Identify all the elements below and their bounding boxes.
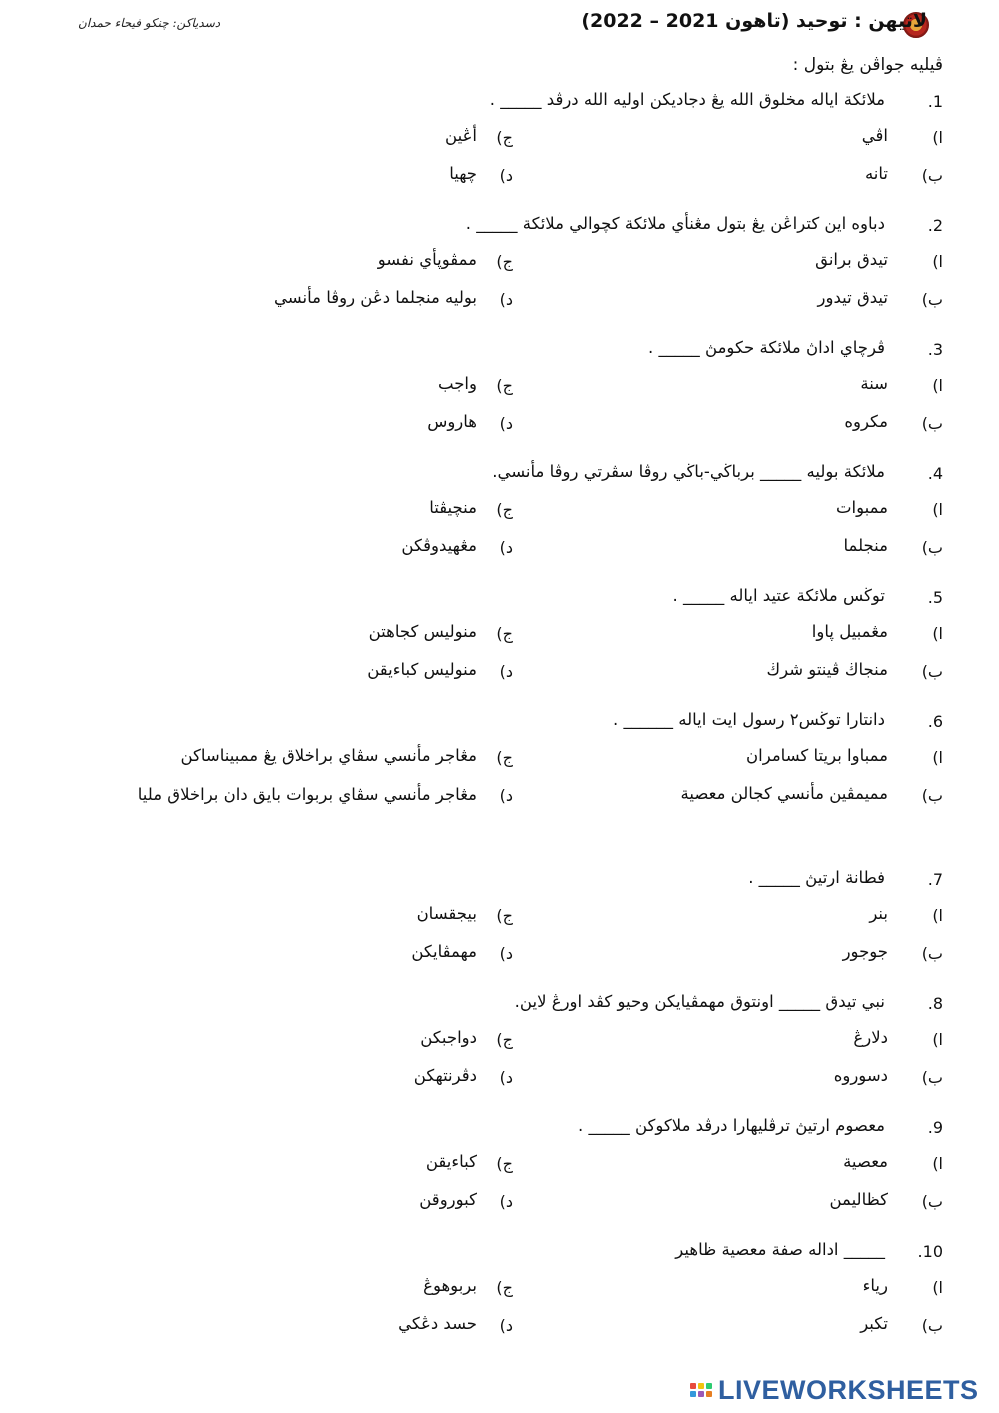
option-b[interactable]: جوجور (842, 942, 888, 961)
option-letter-c: ج) (496, 624, 513, 643)
option-c[interactable]: ممڤوڽأي نفسو (377, 250, 477, 269)
question-text: _____ اداله صفة معصية ظاهير (675, 1240, 885, 1259)
option-letter-b: ب) (921, 662, 943, 681)
question-text: دباوه اين كتراڠن يڠ بتول مڠنأي ملائكة كچوالي ملائكة _____ . (465, 214, 885, 233)
option-letter-d: د) (499, 414, 513, 433)
question-8 (43, 992, 943, 1116)
option-d[interactable]: بوليه منجلما دڠن روڤا مأنسي (274, 288, 477, 307)
option-d[interactable]: چهيا (449, 164, 477, 183)
option-c[interactable]: منوليس كجاهتن (368, 622, 477, 641)
option-letter-c: ج) (496, 128, 513, 147)
option-b[interactable]: مكروه (844, 412, 888, 431)
option-letter-a: ا) (932, 906, 943, 925)
question-number: 8. (927, 994, 943, 1013)
question-text: دانتارا توڬس٢ رسول ايت اياله ______ . (613, 710, 885, 729)
option-b[interactable]: مميمڤين مأنسي كجالن معصية (680, 784, 888, 803)
question-6 (43, 710, 943, 868)
option-letter-a: ا) (932, 1030, 943, 1049)
option-d[interactable]: منوليس كباءيقن (367, 660, 477, 679)
question-4 (43, 462, 943, 586)
option-letter-d: د) (499, 290, 513, 309)
option-d[interactable]: مڠاجر مأنسي سڤاي بربوات بايق دان براخلاق مليا (137, 785, 477, 804)
option-c[interactable]: بربوهوڠ (423, 1276, 477, 1295)
question-number: 3. (927, 340, 943, 359)
option-d[interactable]: كبوروقن (419, 1190, 477, 1209)
page-header (0, 8, 999, 44)
option-b[interactable]: تكبر (860, 1314, 888, 1333)
option-letter-b: ب) (921, 538, 943, 557)
question-number: 9. (927, 1118, 943, 1137)
option-letter-a: ا) (932, 128, 943, 147)
option-letter-b: ب) (921, 1316, 943, 1335)
option-d[interactable]: حسد دڠكي (398, 1314, 477, 1333)
option-letter-d: د) (499, 944, 513, 963)
option-letter-a: ا) (932, 1154, 943, 1173)
question-number: 10. (917, 1242, 943, 1261)
instruction-text: ڤيليه جواڤن يڠ بتول : (792, 55, 943, 75)
option-letter-b: ب) (921, 944, 943, 963)
option-letter-c: ج) (496, 1278, 513, 1297)
option-letter-c: ج) (496, 252, 513, 271)
question-list (43, 90, 943, 1364)
question-10 (43, 1240, 943, 1364)
option-c[interactable]: أڠين (445, 126, 477, 145)
option-c[interactable]: دواجبكن (420, 1028, 477, 1047)
option-d[interactable]: هاروس (427, 412, 477, 431)
option-letter-d: د) (499, 662, 513, 681)
option-letter-b: ب) (921, 1192, 943, 1211)
option-c[interactable]: كباءيقن (425, 1152, 477, 1171)
question-2 (43, 214, 943, 338)
question-number: 2. (927, 216, 943, 235)
option-c[interactable]: بيجقسان (416, 904, 477, 923)
question-text: ڤرچاي اداڽ ملائكة حكومڽ _____ . (648, 338, 885, 357)
option-letter-d: د) (499, 786, 513, 805)
option-letter-c: ج) (496, 906, 513, 925)
option-a[interactable]: اڤي (861, 126, 888, 145)
option-letter-b: ب) (921, 786, 943, 805)
option-b[interactable]: منجلما (843, 536, 888, 555)
option-d[interactable]: مڠهيدوڤكن (401, 536, 477, 555)
option-a[interactable]: سنة (860, 374, 888, 393)
option-c[interactable]: مڠاجر مأنسي سڤاي براخلاق يڠ ممبيناساكن (180, 746, 477, 765)
option-letter-a: ا) (932, 1278, 943, 1297)
option-letter-a: ا) (932, 376, 943, 395)
option-letter-b: ب) (921, 414, 943, 433)
question-9 (43, 1116, 943, 1240)
liveworksheets-logo (690, 1376, 979, 1404)
option-letter-a: ا) (932, 252, 943, 271)
option-b[interactable]: كظاليمن (829, 1190, 888, 1209)
option-a[interactable]: بنر (869, 904, 888, 923)
question-text: نبي تيدق _____ اونتوق مهمڤيايكن وحيو كڤد اورڠ لاين. (514, 992, 885, 1011)
option-a[interactable]: ممبوات (836, 498, 888, 517)
option-letter-d: د) (499, 166, 513, 185)
question-number: 1. (927, 92, 943, 111)
liveworksheets-wordmark: LIVEWORKSHEETS (718, 1374, 979, 1405)
option-letter-c: ج) (496, 1030, 513, 1049)
option-b[interactable]: منجاڬ ڤينتو شرڬ (766, 660, 888, 679)
option-c[interactable]: واجب (438, 374, 477, 393)
question-7 (43, 868, 943, 992)
option-letter-d: د) (499, 1192, 513, 1211)
question-text: ملائكة بوليه _____ برباڬي-باڬي روڤا سڤرتي روڤا مأنسي. (492, 462, 885, 481)
option-d[interactable]: مهمڤايكن (411, 942, 477, 961)
worksheet-title: لاتيهن : توحيد (تاهون 2021 – 2022) (581, 10, 927, 32)
option-letter-c: ج) (496, 500, 513, 519)
option-b[interactable]: تيدق تيدور (817, 288, 888, 307)
option-letter-b: ب) (921, 166, 943, 185)
question-number: 7. (927, 870, 943, 889)
option-a[interactable]: رياء (862, 1276, 888, 1295)
question-text: معصوم ارتيڽ ترڤليهارا درڤد ملاكوكن _____ . (577, 1116, 885, 1135)
option-b[interactable]: تانه (864, 164, 888, 183)
option-letter-a: ا) (932, 624, 943, 643)
option-letter-a: ا) (932, 748, 943, 767)
author-credit: دسدياكن: چنكو فيحاء حمدان (78, 16, 221, 30)
option-d[interactable]: دڤرنتهكن (413, 1066, 477, 1085)
option-letter-c: ج) (496, 376, 513, 395)
option-letter-b: ب) (921, 290, 943, 309)
option-letter-d: د) (499, 1068, 513, 1087)
question-text: فطانة ارتيڽ _____ . (748, 868, 885, 887)
option-letter-c: ج) (496, 1154, 513, 1173)
option-a[interactable]: دلارڠ (853, 1028, 888, 1047)
question-number: 6. (927, 712, 943, 731)
option-letter-c: ج) (496, 748, 513, 767)
option-c[interactable]: منچيڤتا (429, 498, 477, 517)
question-number: 4. (927, 464, 943, 483)
option-a[interactable]: تيدق برانق (815, 250, 888, 269)
question-1 (43, 90, 943, 214)
option-letter-d: د) (499, 1316, 513, 1335)
question-number: 5. (927, 588, 943, 607)
question-text: ملائكة اياله مخلوق الله يڠ دجاديكن اوليه الله درڤد _____ . (489, 90, 885, 109)
option-letter-b: ب) (921, 1068, 943, 1087)
question-3 (43, 338, 943, 462)
option-a[interactable]: مڠمبيل ڽاوا (811, 622, 888, 641)
option-letter-d: د) (499, 538, 513, 557)
option-b[interactable]: دسوروه (833, 1066, 888, 1085)
option-a[interactable]: معصية (843, 1152, 888, 1171)
option-letter-a: ا) (932, 500, 943, 519)
liveworksheets-mark-icon (690, 1383, 712, 1397)
option-a[interactable]: ممباوا بريتا كسامران (746, 746, 888, 765)
question-5 (43, 586, 943, 710)
question-text: توڬس ملائكة عتيد اياله _____ . (672, 586, 885, 605)
